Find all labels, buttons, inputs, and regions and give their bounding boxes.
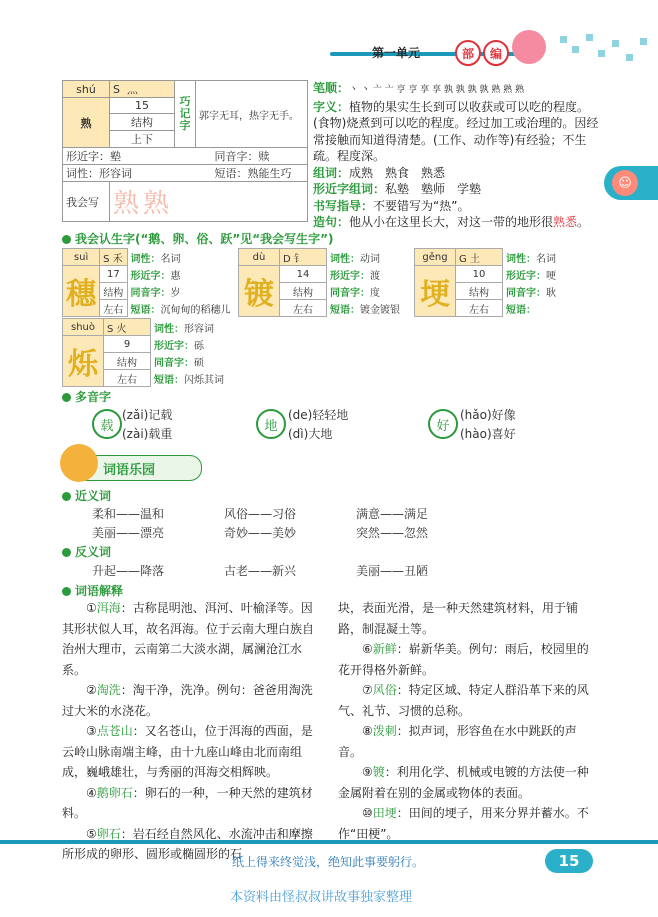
stroke-order: 笔顺：丶 丶 亠 亠 亨 亨 享 享 孰 孰 孰 孰 熟 熟 熟 xyxy=(313,81,525,95)
card-homophone: 同音字：耿 xyxy=(506,287,556,299)
glossary-entry: ⑩田埂：田间的埂子，用来分界并蓄水。不作“田梗”。 xyxy=(338,806,589,841)
memo-label: 巧记字 xyxy=(175,81,196,148)
card-pinyin: suì xyxy=(63,249,100,266)
polyphone-reading: (dì)大地 xyxy=(288,427,333,441)
card-phrase: 短语：闪烁其词 xyxy=(154,374,224,386)
watermark: 本资料由怪叔叔讲故事独家整理 xyxy=(230,890,413,905)
antonym-title: 反义词 xyxy=(62,543,111,560)
memo-text: 郭字无耳，热字无手。 xyxy=(196,81,308,148)
word-group: 组词：成熟 熟食 熟悉 xyxy=(313,165,446,180)
synonym-pair: 满意——满足 xyxy=(356,507,429,521)
decor-square xyxy=(572,46,579,53)
card-radical: D 钅 xyxy=(280,249,327,266)
antonym-pair: 美丽——丑陋 xyxy=(356,564,429,578)
phrase: 短语：熟能生巧 xyxy=(175,165,308,182)
recognize-title: 我会认生字(“鹅、卵、俗、跃”见“我会写生字”) xyxy=(62,230,334,247)
card-phrase: 短语：镀金镀银 xyxy=(330,304,400,316)
glossary-left xyxy=(62,598,324,865)
page-number: 15 xyxy=(545,849,593,873)
footer-motto: 纸上得来终觉浅，绝知此事要躬行。 xyxy=(232,855,425,869)
glossary-entry: ⑧泼刺：拟声词，形容鱼在水中跳跃的声音。 xyxy=(338,724,577,759)
card-similar: 形近字：惠 xyxy=(130,270,181,282)
decor-square xyxy=(586,34,593,41)
char-explanation xyxy=(313,80,605,231)
card-strokes: 17 xyxy=(100,266,127,283)
char-card-穗 xyxy=(62,248,234,317)
card-radical: S 火 xyxy=(104,319,151,336)
polyphone-reading: (de)轻轻地 xyxy=(288,408,349,422)
meaning: 字义：植物的果实生长到可以收获或可以吃的程度。(食物)烧煮到可以吃的程度。经过加工或治理的。因经常接触而知道得清楚。(工作、动作等)有经验；不生疏。程度深。 xyxy=(313,99,599,163)
card-similar: 形近字：砾 xyxy=(154,340,204,352)
card-char: 烁 xyxy=(63,336,104,387)
char-card-埂 xyxy=(414,248,586,317)
mascot-icon xyxy=(512,30,546,64)
synonym-pair: 风俗——习俗 xyxy=(224,507,297,521)
card-structure-label: 结构 xyxy=(280,283,327,300)
footer-rule xyxy=(0,840,658,844)
homophone-char: 同音字：赎 xyxy=(175,148,308,165)
card-phrase: 短语：沉甸甸的稻穗儿 xyxy=(130,304,231,316)
decor-square xyxy=(612,40,619,47)
fox-face-icon: ☺ xyxy=(612,170,638,196)
glossary-entry: ⑦风俗：特定区域、特定人群沿革下来的风气、礼节、习惯的总称。 xyxy=(338,683,589,718)
card-radical: S 禾 xyxy=(100,249,127,266)
unit-title: 第一单元 xyxy=(372,46,421,60)
glossary-entry: ⑨镀：利用化学、机械或电镀的方法使一种金属附着在别的金属或物体的表面。 xyxy=(338,765,589,800)
badge-bian: 编 xyxy=(483,40,509,66)
writing-guide: 书写指导：不要错写为“热”。 xyxy=(313,198,470,213)
synonym-pair: 美丽——漂亮 xyxy=(92,526,165,540)
card-homophone: 同音字：度 xyxy=(330,287,380,299)
card-homophone: 同音字：岁 xyxy=(130,287,181,299)
polyphone-title: 多音字 xyxy=(62,388,111,405)
decor-square xyxy=(560,36,567,43)
char-radical: S 灬 xyxy=(110,81,175,98)
card-phrase: 短语： xyxy=(506,304,536,316)
synonym-pair: 柔和——温和 xyxy=(92,507,165,521)
card-pinyin: shuò xyxy=(63,319,104,336)
main-char: 熟 xyxy=(63,98,110,148)
char-pinyin: shú xyxy=(63,81,110,98)
polyphone-reading: (zài)载重 xyxy=(122,427,173,441)
card-pos: 词性：名词 xyxy=(506,253,556,265)
decor-square xyxy=(640,38,647,45)
trace-area: 熟熟 xyxy=(110,182,308,222)
card-structure-label: 结构 xyxy=(104,353,151,370)
card-homophone: 同音字：硕 xyxy=(154,357,204,369)
antonym-pair: 升起——降落 xyxy=(92,564,165,578)
glossary-entry: ③点苍山：又名苍山，位于洱海的西面，是云岭山脉南端主峰，由十九座山峰由北而南组成，巍峨雄壮，与秀丽的洱海交相辉映。 xyxy=(62,724,313,779)
card-radical: G 土 xyxy=(456,249,503,266)
glossary-entry: ②淘洗：淘干净，洗净。例句：爸爸用淘洗过大米的水浇花。 xyxy=(62,683,313,718)
glossary-right xyxy=(338,598,600,844)
glossary-entry: ⑤卵石：岩石经自然风化、水流冲击和摩擦所形成的卵形、圆形或椭圆形的石 xyxy=(62,826,313,861)
card-similar: 形近字：哽 xyxy=(506,270,556,282)
card-structure-label: 结构 xyxy=(100,283,127,300)
decor-square xyxy=(626,54,633,61)
glossary-title: 词语解释 xyxy=(62,582,123,599)
card-similar: 形近字：渡 xyxy=(330,270,380,282)
stroke-count: 15 xyxy=(110,98,175,114)
synonym-title: 近义词 xyxy=(62,487,111,504)
polyphone-reading: (zǎi)记载 xyxy=(122,408,173,422)
polyphone-char-2: 地 xyxy=(256,409,286,439)
card-structure: 左右 xyxy=(104,370,151,387)
main-char-table xyxy=(62,80,308,222)
part-of-speech: 词性：形容词 xyxy=(63,165,175,182)
structure-value: 上下 xyxy=(110,131,175,148)
write-label: 我会写 xyxy=(63,182,110,222)
badge-bu: 部 xyxy=(455,40,481,66)
card-pinyin: gěng xyxy=(415,249,456,266)
card-char: 穗 xyxy=(63,266,100,317)
card-pos: 词性：名词 xyxy=(130,253,181,265)
card-structure: 左右 xyxy=(280,300,327,317)
card-pinyin: dù xyxy=(239,249,280,266)
card-strokes: 10 xyxy=(456,266,503,283)
similar-char: 形近字：塾 xyxy=(63,148,175,165)
card-structure-label: 结构 xyxy=(456,283,503,300)
card-structure: 左右 xyxy=(100,300,127,317)
card-strokes: 14 xyxy=(280,266,327,283)
card-strokes: 9 xyxy=(104,336,151,353)
similar-words: 形近字组词：私塾 塾师 学塾 xyxy=(313,182,482,196)
card-char: 埂 xyxy=(415,266,456,317)
polyphone-char-3: 好 xyxy=(428,409,458,439)
structure-label: 结构 xyxy=(110,114,175,131)
glossary-entry: ①洱海：古称昆明池、洱河、叶榆泽等。因其形状似人耳，故名洱海。位于云南大理白族自治州大理市，云南第二大淡水湖，属澜沧江水系。 xyxy=(62,601,315,677)
synonym-pair: 奇妙——美妙 xyxy=(224,526,297,540)
card-structure: 左右 xyxy=(456,300,503,317)
polyphone-reading: (hào)喜好 xyxy=(460,427,516,441)
synonym-pair: 突然——忽然 xyxy=(356,526,429,540)
ciyu-title: 词语乐园 xyxy=(103,463,156,478)
glossary-continuation: 块，表面光滑，是一种天然建筑材料，用于铺路，制混凝土等。 xyxy=(338,601,579,636)
polyphone-reading: (hǎo)好像 xyxy=(460,408,516,422)
char-card-镀 xyxy=(238,248,410,317)
decor-square xyxy=(598,50,605,57)
card-pos: 词性：形容词 xyxy=(154,323,214,335)
antonym-pair: 古老——新兴 xyxy=(224,564,297,578)
example-sentence: 造句：他从小在这里长大，对这一带的地形很熟悉。 xyxy=(313,215,590,229)
polyphone-char-1: 载 xyxy=(92,409,122,439)
char-card-烁 xyxy=(62,318,234,387)
card-pos: 词性：动词 xyxy=(330,253,380,265)
card-char: 镀 xyxy=(239,266,280,317)
glossary-entry: ⑥新鲜：崭新华美。例句：雨后，校园里的花开得格外新鲜。 xyxy=(338,642,589,677)
glossary-entry: ④鹅卵石：卵石的一种，一种天然的建筑材料。 xyxy=(62,785,313,820)
owl-mascot-icon xyxy=(60,444,98,482)
